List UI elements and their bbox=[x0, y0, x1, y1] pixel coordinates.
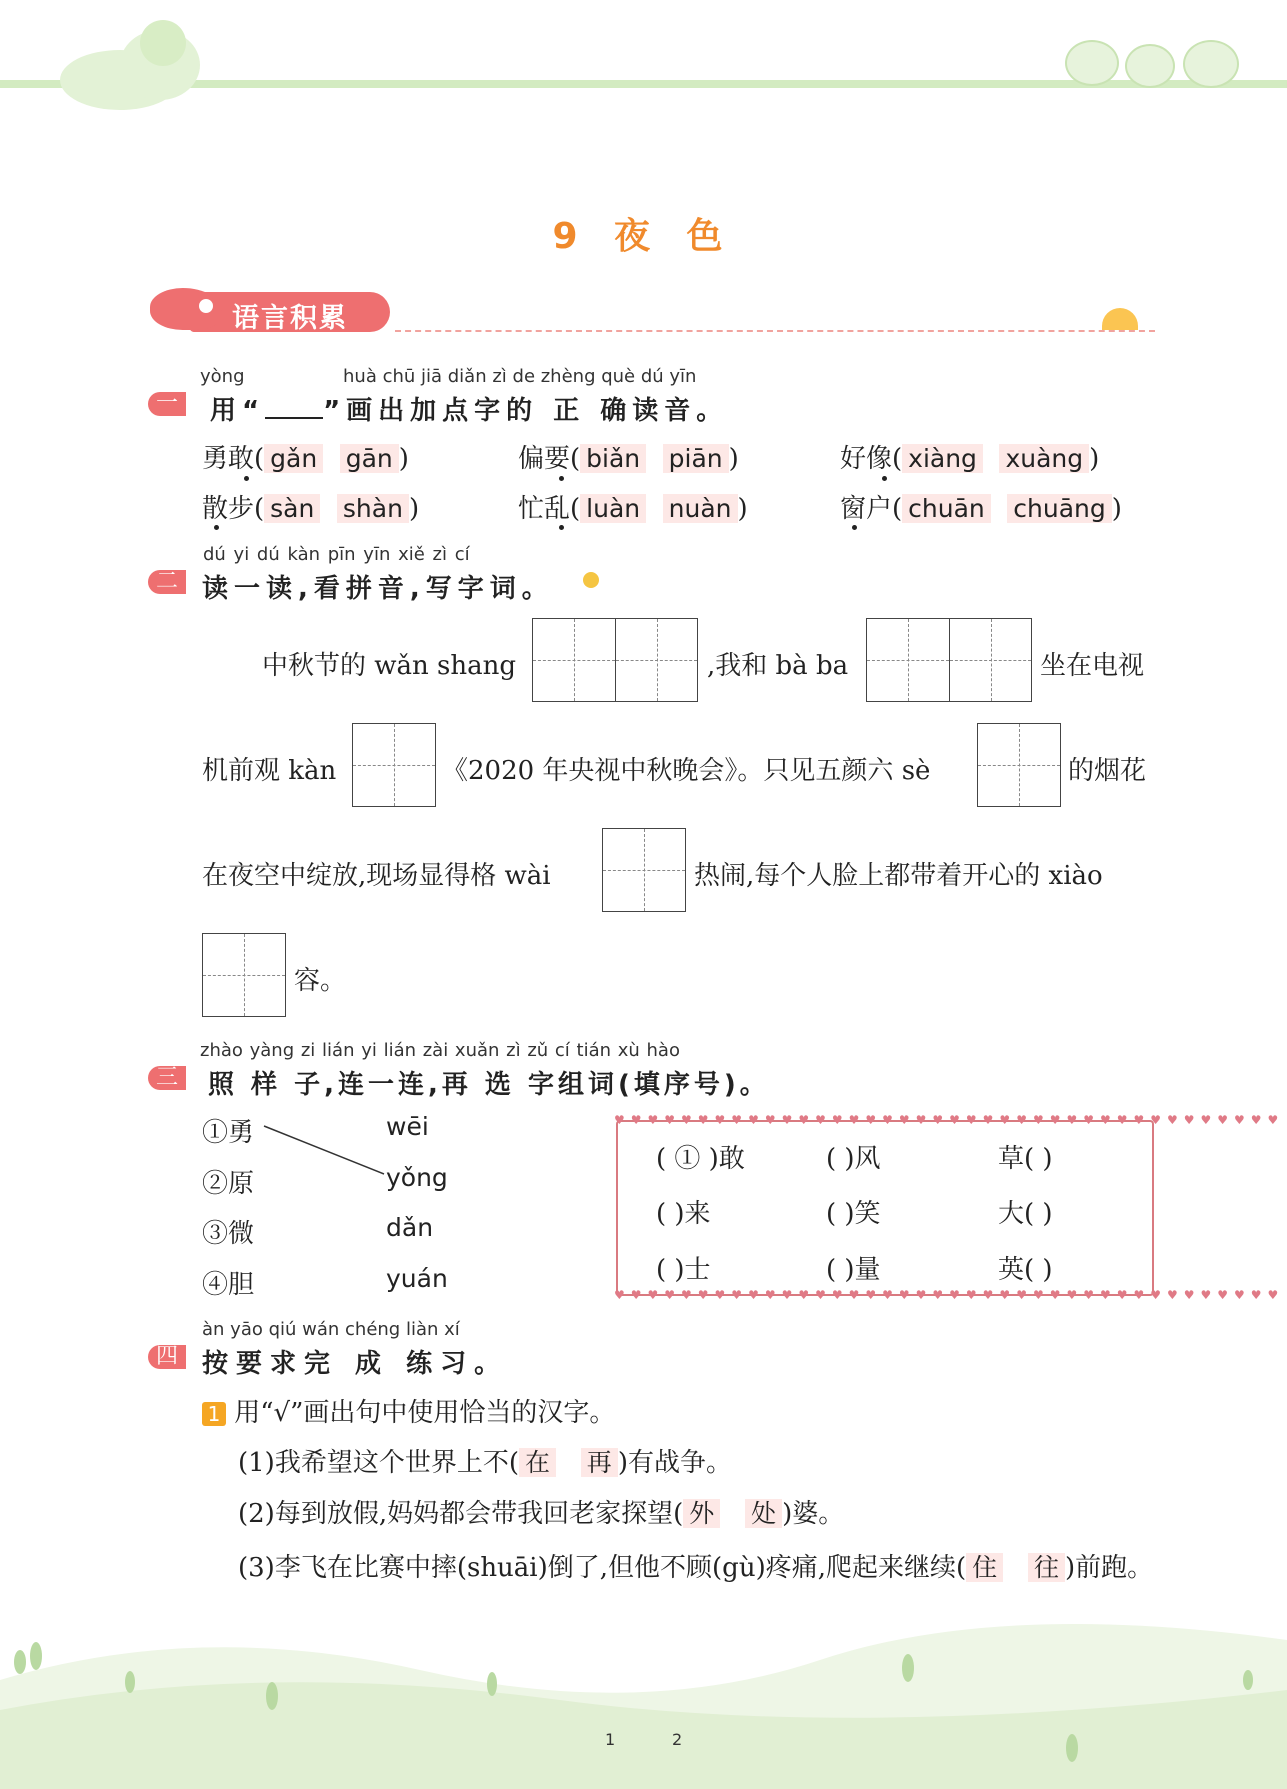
s1-word: 偏要( bbox=[518, 444, 581, 474]
s1-heading-part2: ”画出加点字的 正 确读音。 bbox=[323, 396, 729, 426]
s1-word: 窗户( bbox=[840, 494, 903, 524]
s1-close: ) bbox=[408, 494, 420, 524]
writing-grid[interactable] bbox=[866, 618, 1032, 702]
emphasis-dot bbox=[214, 525, 219, 530]
s2-text-8: 热闹,每个人脸上都带着开心的 xiào bbox=[694, 861, 1103, 891]
sentence-text: (3)李飞在比赛中摔(shuāi)倒了,但他不顾(gù)疼痛,爬起来继续( bbox=[238, 1553, 967, 1583]
s3-pinyin: zhào yàng zi lián yi lián zài xuǎn zì zǔ cí tián xù hào bbox=[200, 1040, 680, 1061]
section-3-badge: 三 bbox=[148, 1066, 186, 1090]
s3-right-item[interactable]: wēi bbox=[386, 1112, 429, 1141]
choice-option[interactable]: 在 bbox=[519, 1448, 556, 1477]
sentence-text: (1)我希望这个世界上不( bbox=[238, 1448, 519, 1478]
section-banner-label: 语言积累 bbox=[232, 303, 348, 334]
question-text: 用“√”画出句中使用恰当的汉字。 bbox=[234, 1398, 616, 1428]
sentence-text: (2)每到放假,妈妈都会带我回老家探望( bbox=[238, 1499, 684, 1529]
pinyin-option[interactable]: nuàn bbox=[663, 494, 738, 523]
pinyin-option[interactable]: luàn bbox=[580, 494, 646, 523]
heart-border-top: ♥♥♥♥♥♥♥♥♥♥♥♥♥♥♥♥♥♥♥♥♥♥♥♥♥♥♥♥♥♥♥♥♥♥♥♥♥♥♥♥ bbox=[614, 1113, 1285, 1127]
box-cell[interactable]: ( )量 bbox=[826, 1255, 881, 1285]
writing-grid[interactable] bbox=[202, 933, 286, 1017]
heart-border-bottom: ♥♥♥♥♥♥♥♥♥♥♥♥♥♥♥♥♥♥♥♥♥♥♥♥♥♥♥♥♥♥♥♥♥♥♥♥♥♥♥♥ bbox=[614, 1288, 1285, 1302]
page-number-1: 1 bbox=[605, 1730, 616, 1749]
sentence-text: )有战争。 bbox=[617, 1448, 732, 1478]
s2-text-4: 机前观 kàn bbox=[202, 756, 337, 786]
s1-pinyin-1: yòng bbox=[200, 366, 245, 387]
s3-left-item[interactable]: ③微 bbox=[202, 1219, 255, 1249]
question-number: 1 bbox=[202, 1402, 226, 1426]
pinyin-option[interactable]: piān bbox=[663, 444, 729, 473]
connecting-line bbox=[260, 1120, 390, 1180]
s2-pinyin: dú yi dú kàn pīn yīn xiě zì cí bbox=[203, 544, 470, 565]
writing-grid[interactable] bbox=[977, 723, 1061, 807]
s1-item bbox=[202, 438, 409, 475]
s1-word: 好像( bbox=[840, 444, 903, 474]
s1-item bbox=[840, 488, 1122, 525]
writing-grid[interactable] bbox=[532, 618, 698, 702]
pinyin-option[interactable]: xuàng bbox=[999, 444, 1089, 473]
pinyin-option[interactable]: chuāng bbox=[1007, 494, 1111, 523]
s2-text-6: 的烟花 bbox=[1068, 756, 1147, 786]
s2-heading: 读一读,看拼音,写字词。 bbox=[202, 574, 554, 604]
s2-text-9: 容。 bbox=[294, 966, 347, 996]
choice-option[interactable]: 住 bbox=[966, 1553, 1003, 1582]
s4-heading: 按要求完 成 练习。 bbox=[202, 1349, 509, 1379]
emphasis-dot bbox=[852, 525, 857, 530]
s2-text-1: 中秋节的 wǎn shang bbox=[262, 651, 517, 681]
pinyin-option[interactable]: gǎn bbox=[264, 444, 323, 473]
box-cell[interactable]: ( )来 bbox=[656, 1199, 711, 1229]
page-number-2: 2 bbox=[672, 1730, 683, 1749]
s1-close: ) bbox=[728, 444, 739, 474]
writing-grid[interactable] bbox=[602, 828, 686, 912]
writing-grid[interactable] bbox=[352, 723, 436, 807]
box-cell[interactable]: ( )笑 bbox=[826, 1199, 881, 1229]
section-1-badge: 一 bbox=[148, 392, 186, 416]
page-title: 9 夜 色 bbox=[552, 216, 735, 257]
s3-right-item[interactable]: yǒng bbox=[386, 1163, 448, 1192]
s2-text-7: 在夜空中绽放,现场显得格 wài bbox=[202, 861, 551, 891]
section-4-badge: 四 bbox=[148, 1345, 186, 1369]
section-2-badge: 二 bbox=[148, 570, 186, 594]
s1-word: 忙乱( bbox=[518, 494, 581, 524]
animals-decoration bbox=[1065, 40, 1240, 85]
s1-word: 勇敢( bbox=[202, 444, 265, 474]
box-cell[interactable]: 草( ) bbox=[998, 1144, 1053, 1174]
s3-right-item[interactable]: yuán bbox=[386, 1264, 448, 1293]
s4-line-3 bbox=[238, 1543, 1158, 1593]
box-cell[interactable]: 英( ) bbox=[998, 1255, 1053, 1285]
pinyin-option[interactable]: gān bbox=[340, 444, 399, 473]
emphasis-dot bbox=[244, 476, 249, 481]
emphasis-dot bbox=[559, 476, 564, 481]
s1-close: ) bbox=[737, 494, 748, 524]
s4-question bbox=[202, 1392, 615, 1429]
s2-text-2: ,我和 bà ba bbox=[707, 651, 849, 681]
s4-line-2 bbox=[238, 1493, 844, 1530]
emphasis-dot bbox=[559, 525, 564, 530]
hills-decoration bbox=[0, 1600, 1287, 1789]
s1-pinyin-2: huà chū jiā diǎn zì de zhèng què dú yīn bbox=[343, 366, 697, 387]
emphasis-dot bbox=[882, 476, 887, 481]
s1-item bbox=[840, 438, 1099, 475]
choice-option[interactable]: 处 bbox=[745, 1499, 782, 1528]
s1-item bbox=[518, 488, 748, 525]
box-cell[interactable]: ( )士 bbox=[656, 1255, 711, 1285]
s1-item bbox=[202, 488, 419, 525]
s1-close: ) bbox=[1111, 494, 1122, 524]
pinyin-option[interactable]: chuān bbox=[902, 494, 991, 523]
s3-heading: 照 样 子,连一连,再 选 字组词(填序号)。 bbox=[208, 1070, 770, 1100]
sentence-text: )前跑。 bbox=[1064, 1553, 1154, 1583]
lightbulb-icon bbox=[583, 572, 599, 588]
sun-icon bbox=[140, 20, 186, 66]
box-cell[interactable]: ( ① )敢 bbox=[656, 1144, 745, 1174]
underline-sample bbox=[265, 397, 323, 419]
whale-eye-icon bbox=[196, 296, 216, 316]
choice-option[interactable]: 往 bbox=[1028, 1553, 1065, 1582]
s1-word: 散步( bbox=[202, 494, 265, 524]
choice-option[interactable]: 外 bbox=[683, 1499, 720, 1528]
s1-heading bbox=[210, 390, 728, 427]
pinyin-option[interactable]: shàn bbox=[337, 494, 409, 523]
box-cell[interactable]: 大( ) bbox=[998, 1199, 1053, 1229]
s4-line-1 bbox=[238, 1442, 732, 1479]
s2-text-5: 《2020 年央视中秋晚会》。只见五颜六 sè bbox=[442, 756, 931, 786]
s1-close: ) bbox=[398, 444, 409, 474]
banner-divider bbox=[395, 330, 1155, 332]
s3-left-item[interactable]: ②原 bbox=[202, 1169, 255, 1199]
s3-left-item[interactable]: ④胆 bbox=[202, 1270, 255, 1300]
s1-close: ) bbox=[1089, 444, 1100, 474]
pinyin-option[interactable]: biǎn bbox=[580, 444, 646, 473]
s1-item bbox=[518, 438, 739, 475]
s3-right-item[interactable]: dǎn bbox=[386, 1213, 434, 1242]
s3-left-item[interactable]: ①勇 bbox=[202, 1118, 255, 1148]
choice-option[interactable]: 再 bbox=[581, 1448, 618, 1477]
pinyin-option[interactable]: xiàng bbox=[902, 444, 983, 473]
s1-heading-part1: 用“ bbox=[210, 396, 266, 426]
s2-text-3: 坐在电视 bbox=[1040, 651, 1145, 681]
sentence-text: )婆。 bbox=[782, 1499, 845, 1529]
pinyin-option[interactable]: sàn bbox=[264, 494, 320, 523]
s4-pinyin: àn yāo qiú wán chéng liàn xí bbox=[202, 1319, 460, 1340]
box-cell[interactable]: ( )风 bbox=[826, 1144, 881, 1174]
sunset-icon bbox=[1102, 308, 1138, 330]
